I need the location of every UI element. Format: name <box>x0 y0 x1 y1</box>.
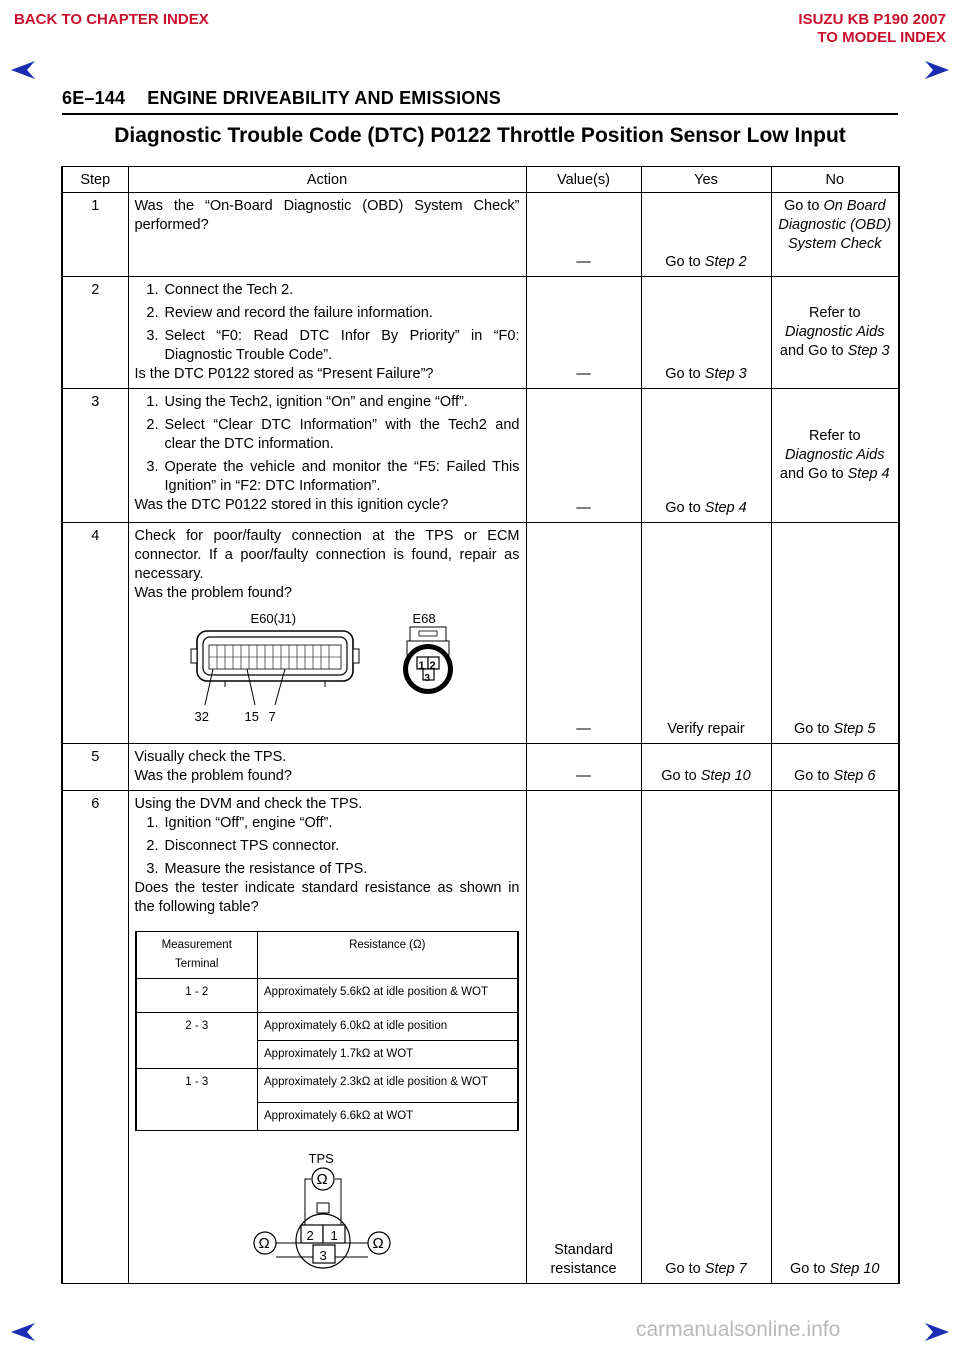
table-row <box>62 389 899 523</box>
step-value: Standard resistance <box>526 791 641 1284</box>
no-link[interactable]: Step 5 <box>833 721 876 737</box>
tps-pin-label: 1 <box>418 660 425 672</box>
step-number: 5 <box>62 744 128 791</box>
action-question: Was the problem found? <box>134 585 292 601</box>
step-yes <box>641 193 771 277</box>
no-link-step[interactable]: Step 4 <box>847 466 890 482</box>
no-link[interactable]: Step 6 <box>833 768 876 784</box>
diagnostic-table <box>61 166 900 1284</box>
step-action <box>128 523 526 744</box>
yes-prefix: Go to <box>665 1261 705 1277</box>
page-number: 6E–144 <box>62 88 126 108</box>
resistance-row <box>136 1069 518 1103</box>
step-action: Using the DVM and check the TPS. 1. Ignition “Off”, engine “Off”. 2. Disconnect TPS connector. 3. Measure the resistance of TPS. Does the tester indicate standard resistance as shown in the following table? Measurement Terminal Resistance (Ω) 1 - 2 Approximately 5.6kΩ at idle position & WOT 2 - 3 Approximately 6.0kΩ at idle position Approximately 1.7kΩ at WOT 1 - 3 Approximately 2.3kΩ at idle position & WOT Approximately 6.6kΩ at WOT TPS Ω Ω Ω 2 1 3 <box>128 791 526 1284</box>
col-values: Value(s) <box>526 167 641 193</box>
col-action: Action <box>128 167 526 193</box>
yes-link[interactable]: Step 3 <box>704 366 747 382</box>
resistance-table <box>135 931 519 1131</box>
yes-link[interactable]: Step 2 <box>704 254 747 270</box>
action-text: Check for poor/faulty connection at the TPS or ECM connector. If a poor/faulty connection is found, repair as necessary. <box>134 528 520 582</box>
no-prefix: Go to <box>794 768 834 784</box>
tps-pin-label: 1 <box>330 1228 338 1243</box>
action-item: Select “F0: Read DTC Infor By Priority” in “F0: Diagnostic Trouble Code”. <box>164 328 520 363</box>
no-text: Refer to <box>808 305 861 321</box>
action-question: Is the DTC P0122 stored as “Present Failure”? <box>134 366 434 382</box>
no-link-step[interactable]: Step 3 <box>847 343 890 359</box>
action-question: Was the DTC P0122 stored in this ignition cycle? <box>134 497 449 513</box>
action-item: Disconnect TPS connector. <box>164 838 340 854</box>
ohm-symbol-top: Ω <box>316 1171 328 1188</box>
table-row <box>62 277 899 389</box>
table-row <box>62 523 899 744</box>
document-title: Diagnostic Trouble Code (DTC) P0122 Throttle Position Sensor Low Input <box>114 124 846 147</box>
tps-pin-label: 2 <box>429 660 436 672</box>
step-yes <box>641 744 771 791</box>
yes-prefix: Go to <box>661 768 701 784</box>
tps-connector-label: E68 <box>412 611 436 626</box>
header-divider <box>62 113 898 115</box>
prev-page-arrow-icon[interactable] <box>10 60 36 80</box>
resistance-terminal: 2 - 3 <box>136 1013 258 1069</box>
no-link-aids[interactable]: Diagnostic Aids <box>785 447 885 463</box>
prev-page-arrow-bottom-icon[interactable] <box>10 1322 36 1342</box>
ecm-connector-label: E60(J1) <box>250 611 297 626</box>
step-value: — <box>526 523 641 744</box>
action-item: Ignition “Off”, engine “Off”. <box>164 815 333 831</box>
resistance-value: Approximately 6.0kΩ at idle position <box>258 1013 518 1041</box>
step-value: — <box>526 193 641 277</box>
resistance-value: Approximately 1.7kΩ at WOT <box>258 1041 518 1069</box>
tps-pin-label: 2 <box>306 1228 314 1243</box>
step-no <box>771 193 899 277</box>
no-link-aids[interactable]: Diagnostic Aids <box>785 324 885 340</box>
action-text: Visually check the TPS. <box>134 749 287 765</box>
step-action: 1. Connect the Tech 2. 2. Review and record the failure information. 3. Select “F0: Read DTC Infor By Priority” in “F0: Diagnostic Trouble Code”. Is the DTC P0122 stored as “Present Failure”? <box>128 277 526 389</box>
action-item: Using the Tech2, ignition “On” and engine “Off”. <box>164 394 468 410</box>
action-item: Measure the resistance of TPS. <box>164 861 368 877</box>
connector-diagram <box>135 609 519 739</box>
action-question: Does the tester indicate standard resistance as shown in the following table? <box>134 880 520 915</box>
table-row <box>62 193 899 277</box>
no-prefix: Go to <box>794 721 834 737</box>
connector-drawing-icon <box>135 623 519 723</box>
step-no <box>771 389 899 523</box>
resistance-terminal: 1 - 2 <box>136 979 258 1013</box>
no-link[interactable]: On Board Diagnostic (OBD) System Check <box>778 198 892 252</box>
action-text: Using the DVM and check the TPS. <box>134 796 363 812</box>
pin-label: 32 <box>194 709 209 724</box>
no-prefix: Go to <box>783 198 824 214</box>
back-to-chapter-index-link[interactable]: BACK TO CHAPTER INDEX <box>14 11 209 28</box>
tps-pin-label: 3 <box>424 673 431 684</box>
pin-label: 15 <box>244 709 259 724</box>
step-yes: Verify repair <box>641 523 771 744</box>
no-prefix: Go to <box>790 1261 830 1277</box>
no-text: Refer to <box>808 428 861 444</box>
action-item: Connect the Tech 2. <box>164 282 294 298</box>
yes-link[interactable]: Step 7 <box>704 1261 747 1277</box>
step-no <box>771 277 899 389</box>
tps-label: TPS <box>308 1151 334 1166</box>
step-number: 2 <box>62 277 128 389</box>
resistance-head-terminal: Measurement Terminal <box>136 932 258 979</box>
next-page-arrow-icon[interactable] <box>924 60 950 80</box>
resistance-terminal: 1 - 3 <box>136 1069 258 1131</box>
col-no: No <box>771 167 899 193</box>
step-number: 1 <box>62 193 128 277</box>
no-link[interactable]: Step 10 <box>829 1261 880 1277</box>
step-value: — <box>526 389 641 523</box>
tps-diagram <box>135 1149 519 1279</box>
resistance-value: Approximately 2.3kΩ at idle position & WOT <box>258 1069 518 1103</box>
section-title: ENGINE DRIVEABILITY AND EMISSIONS <box>147 88 501 108</box>
to-model-index: TO MODEL INDEX <box>817 29 946 46</box>
step-value: — <box>526 744 641 791</box>
model-index-link[interactable] <box>798 11 946 47</box>
tps-pin-label: 3 <box>319 1248 327 1263</box>
resistance-value: Approximately 6.6kΩ at WOT <box>258 1103 518 1131</box>
yes-link[interactable]: Step 10 <box>700 768 751 784</box>
table-row <box>62 744 899 791</box>
action-item: Operate the vehicle and monitor the “F5: Failed This Ignition” in “F2: DTC Information”. <box>164 459 520 494</box>
next-page-arrow-bottom-icon[interactable] <box>924 1322 950 1342</box>
yes-prefix: Go to <box>665 254 705 270</box>
action-item: Review and record the failure information. <box>164 305 433 321</box>
resistance-header-row <box>136 932 518 979</box>
step-number: 4 <box>62 523 128 744</box>
step-action <box>128 744 526 791</box>
pin-label: 7 <box>268 709 276 724</box>
ohm-symbol-right: Ω <box>372 1235 384 1252</box>
ohm-symbol-left: Ω <box>258 1235 270 1252</box>
step-action: 1. Using the Tech2, ignition “On” and engine “Off”. 2. Select “Clear DTC Information” with the Tech2 and clear the DTC information. 3. Operate the vehicle and monitor the “F5: Failed This Ignition” in “F2: DTC Information”. Was the DTC P0122 stored in this ignition cycle? <box>128 389 526 523</box>
yes-prefix: Go to <box>665 366 705 382</box>
step-action: Was the “On-Board Diagnostic (OBD) System Check” performed? <box>128 193 526 277</box>
step-no <box>771 791 899 1284</box>
resistance-head-value: Resistance (Ω) <box>258 932 518 979</box>
no-text: and Go to <box>779 343 848 359</box>
table-header-row <box>62 167 899 193</box>
action-question: Was the problem found? <box>134 768 292 784</box>
resistance-row <box>136 979 518 1013</box>
step-no <box>771 523 899 744</box>
table-row <box>62 791 899 1284</box>
step-value: — <box>526 277 641 389</box>
col-yes: Yes <box>641 167 771 193</box>
step-number: 3 <box>62 389 128 523</box>
step-number: 6 <box>62 791 128 1284</box>
col-step: Step <box>62 167 128 193</box>
yes-prefix: Go to <box>665 500 705 516</box>
step-yes <box>641 277 771 389</box>
model-name: ISUZU KB P190 2007 <box>798 11 946 28</box>
step-yes <box>641 389 771 523</box>
resistance-value: Approximately 5.6kΩ at idle position & WOT <box>258 979 518 1013</box>
yes-link[interactable]: Step 4 <box>704 500 747 516</box>
step-yes <box>641 791 771 1284</box>
action-item: Select “Clear DTC Information” with the Tech2 and clear the DTC information. <box>164 417 520 452</box>
watermark: carmanualsonline.info <box>636 1318 841 1341</box>
no-text: and Go to <box>779 466 848 482</box>
step-no <box>771 744 899 791</box>
resistance-row <box>136 1013 518 1041</box>
page-header <box>62 88 501 109</box>
